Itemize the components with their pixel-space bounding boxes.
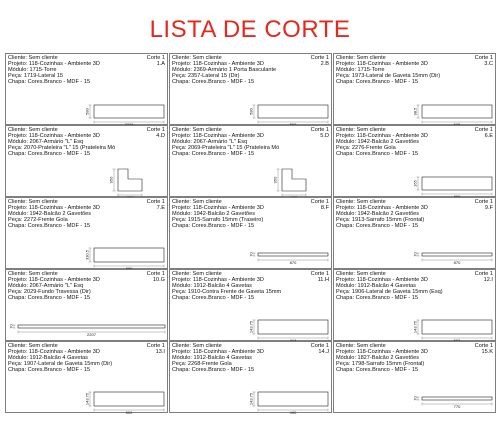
piece-code: 9.F bbox=[484, 205, 493, 211]
corte-label: Corte 1 bbox=[310, 127, 329, 133]
corte-label: Corte 1 bbox=[146, 127, 165, 133]
corte-label: Corte 1 bbox=[310, 271, 329, 277]
height-dimension-label: 950 bbox=[108, 176, 114, 184]
corte-label: Corte 1 bbox=[146, 271, 165, 277]
piece-code: 15.K bbox=[481, 349, 493, 355]
width-dimension-label: 502 bbox=[453, 338, 461, 342]
modulo-line-text: Módulo: 1715-Torre bbox=[8, 67, 57, 73]
piece-drawing bbox=[334, 270, 497, 342]
projeto-line-text: Projeto: 118-Cozinhas - Ambiente 3D bbox=[336, 61, 428, 67]
modulo-line-text: Módulo: 2067-Armário "L" Esq bbox=[172, 139, 248, 145]
piece-drawing bbox=[6, 342, 169, 414]
corte-label: Corte 1 bbox=[474, 343, 493, 349]
piece-drawing bbox=[170, 54, 333, 126]
piece-drawing bbox=[170, 342, 333, 414]
modulo-line-text: Módulo: 1912-Balcão 4 Gavetas bbox=[336, 283, 416, 289]
piece-code: 13.I bbox=[155, 349, 165, 355]
width-dimension-label: 950 bbox=[290, 195, 298, 198]
piece-drawing bbox=[6, 270, 169, 342]
height-dimension-label: 70 bbox=[412, 396, 418, 401]
width-dimension-label: 890 bbox=[125, 266, 133, 270]
height-dimension-label: 70 bbox=[8, 324, 14, 329]
piece-shape bbox=[422, 320, 492, 334]
height-dimension-label: 143.75 bbox=[248, 392, 254, 406]
page-title: LISTA DE CORTE bbox=[149, 16, 351, 43]
peca-line-text: Peça: 2070-Prateleira "L" 15 (Prateleira Mó bbox=[8, 145, 116, 151]
height-dimension-label: 143.75 bbox=[248, 320, 254, 334]
cut-piece-card bbox=[333, 269, 496, 341]
chapa-line-text: Chapa: Cores.Branco - MDF - 15 bbox=[336, 151, 419, 157]
peca-line-text: Peça: 1913-Sarrafo 15mm (Frontal) bbox=[336, 217, 425, 223]
cut-piece-card bbox=[5, 197, 168, 269]
piece-code: 5.D bbox=[320, 133, 329, 139]
chapa-line-text: Chapa: Cores.Branco - MDF - 15 bbox=[8, 295, 91, 301]
cut-piece-card bbox=[5, 125, 168, 197]
height-dimension-label: 70 bbox=[412, 252, 418, 257]
piece-drawing bbox=[334, 198, 497, 270]
projeto-line-text: Projeto: 118-Cozinhas - Ambiente 3D bbox=[336, 349, 428, 355]
width-dimension-label: 490 bbox=[289, 410, 297, 414]
modulo-line-text: Módulo: 1827-Balcão 2 Gavetões bbox=[336, 355, 420, 361]
height-dimension-label: 143.75 bbox=[412, 320, 418, 334]
height-dimension-label: 98.5 bbox=[412, 107, 418, 116]
peca-line-text: Peça: 2268-Frente Gola bbox=[172, 361, 232, 367]
piece-drawing bbox=[6, 54, 169, 126]
piece-code: 11.H bbox=[317, 277, 329, 283]
cut-piece-card bbox=[5, 53, 168, 125]
peca-line-text: Peça: 1907-Lateral de Gaveta 15mm (Dir) bbox=[8, 361, 113, 367]
projeto-line-text: Projeto: 118-Cozinhas - Ambiente 3D bbox=[172, 349, 264, 355]
cliente-line-text: Cliente: Sem cliente bbox=[8, 55, 58, 61]
height-dimension-label: 580 bbox=[84, 108, 90, 115]
width-dimension-label: 505 bbox=[453, 122, 461, 126]
piece-drawing bbox=[170, 270, 333, 342]
corte-label: Corte 1 bbox=[310, 55, 329, 61]
modulo-line-text: Módulo: 1942-Balcão 2 Gavetões bbox=[172, 211, 256, 217]
piece-code: 6.E bbox=[484, 133, 493, 139]
modulo-line-text: Módulo: 1942-Balcão 2 Gavetões bbox=[336, 211, 420, 217]
modulo-line-text: Módulo: 1912-Balcão 4 Gavetas bbox=[172, 355, 252, 361]
projeto-line-text: Projeto: 118-Cozinhas - Ambiente 3D bbox=[172, 133, 264, 139]
piece-shape bbox=[282, 169, 306, 191]
cliente-line-text: Cliente: Sem cliente bbox=[172, 271, 222, 277]
piece-code: 8.F bbox=[320, 205, 329, 211]
cliente-line-text: Cliente: Sem cliente bbox=[8, 127, 58, 133]
width-dimension-label: 550 bbox=[289, 122, 297, 126]
peca-line-text: Peça: 1910-Contra Frente de Gaveta 15mm bbox=[172, 289, 282, 295]
corte-label: Corte 1 bbox=[146, 343, 165, 349]
modulo-line-text: Módulo: 1912-Balcão 4 Gavetas bbox=[172, 283, 252, 289]
modulo-line-text: Módulo: 1942-Balcão 2 Gavetões bbox=[8, 211, 92, 217]
piece-shape bbox=[258, 320, 328, 334]
cut-piece-card bbox=[5, 269, 168, 341]
corte-label: Corte 1 bbox=[474, 55, 493, 61]
peca-line-text: Peça: 1973-Lateral de Gaveta 15mm (Dir) bbox=[336, 73, 441, 79]
cut-piece-card bbox=[333, 125, 496, 197]
modulo-line-text: Módulo: 2067-Armário "L" Esq bbox=[8, 139, 84, 145]
peca-line-text: Peça: 1798-Sarrafo 15mm (Frontal) bbox=[336, 361, 425, 367]
height-dimension-label: 70 bbox=[248, 252, 254, 257]
piece-code: 12.I bbox=[483, 277, 493, 283]
peca-line-text: Peça: 1906-Lateral de Gaveta 15mm (Esq) bbox=[336, 289, 443, 295]
corte-label: Corte 1 bbox=[474, 127, 493, 133]
cut-piece-card bbox=[169, 53, 332, 125]
piece-drawing bbox=[6, 198, 169, 270]
width-dimension-label: 870 bbox=[289, 260, 297, 265]
piece-shape bbox=[118, 169, 142, 191]
width-dimension-label: 414 bbox=[289, 338, 297, 342]
piece-code: 7.E bbox=[156, 205, 165, 211]
modulo-line-text: Módulo: 1912-Balcão 4 Gavetas bbox=[8, 355, 88, 361]
chapa-line-text: Chapa: Cores.Branco - MDF - 15 bbox=[172, 151, 255, 157]
cliente-line-text: Cliente: Sem cliente bbox=[8, 271, 58, 277]
piece-shape bbox=[422, 253, 492, 256]
chapa-line-text: Chapa: Cores.Branco - MDF - 15 bbox=[336, 79, 419, 85]
piece-code: 4.D bbox=[156, 133, 165, 139]
cliente-line-text: Cliente: Sem cliente bbox=[172, 199, 222, 205]
chapa-line-text: Chapa: Cores.Branco - MDF - 15 bbox=[172, 79, 255, 85]
chapa-line-text: Chapa: Cores.Branco - MDF - 15 bbox=[172, 367, 255, 373]
projeto-line-text: Projeto: 118-Cozinhas - Ambiente 3D bbox=[8, 277, 100, 283]
piece-shape bbox=[258, 105, 328, 118]
piece-drawing bbox=[170, 198, 333, 270]
width-dimension-label: 950 bbox=[126, 195, 134, 198]
projeto-line-text: Projeto: 118-Cozinhas - Ambiente 3D bbox=[8, 133, 100, 139]
peca-line-text: Peça: 2357-Lateral 15 (Dir) bbox=[172, 73, 240, 79]
projeto-line-text: Projeto: 118-Cozinhas - Ambiente 3D bbox=[8, 205, 100, 211]
projeto-line-text: Projeto: 118-Cozinhas - Ambiente 3D bbox=[172, 205, 264, 211]
corte-label: Corte 1 bbox=[474, 271, 493, 277]
cliente-line-text: Cliente: Sem cliente bbox=[172, 127, 222, 133]
piece-drawing bbox=[334, 54, 497, 126]
corte-label: Corte 1 bbox=[474, 199, 493, 205]
cliente-line-text: Cliente: Sem cliente bbox=[336, 271, 386, 277]
peca-line-text: Peça: 2276-Frente Gola bbox=[336, 145, 396, 151]
cliente-line-text: Cliente: Sem cliente bbox=[8, 343, 58, 349]
piece-shape bbox=[422, 105, 492, 118]
projeto-line-text: Projeto: 118-Cozinhas - Ambiente 3D bbox=[8, 61, 100, 67]
projeto-line-text: Projeto: 118-Cozinhas - Ambiente 3D bbox=[336, 205, 428, 211]
height-dimension-label: 330.5 bbox=[84, 249, 90, 261]
piece-code: 14.J bbox=[318, 349, 329, 355]
chapa-line-text: Chapa: Cores.Branco - MDF - 15 bbox=[336, 367, 419, 373]
cut-piece-card bbox=[169, 125, 332, 197]
chapa-line-text: Chapa: Cores.Branco - MDF - 15 bbox=[8, 79, 91, 85]
width-dimension-label: 502 bbox=[125, 410, 133, 414]
height-dimension-label: 580 bbox=[248, 108, 254, 115]
piece-code: 2.B bbox=[320, 61, 329, 67]
height-dimension-label: 950 bbox=[272, 176, 278, 184]
corte-label: Corte 1 bbox=[146, 199, 165, 205]
piece-shape bbox=[94, 392, 164, 406]
piece-shape bbox=[94, 105, 164, 118]
cliente-line-text: Cliente: Sem cliente bbox=[336, 199, 386, 205]
cut-piece-card bbox=[333, 197, 496, 269]
piece-shape bbox=[422, 397, 492, 400]
cut-piece-card bbox=[5, 341, 168, 413]
modulo-line-text: Módulo: 1942-Balcão 2 Gavetões bbox=[336, 139, 420, 145]
chapa-line-text: Chapa: Cores.Branco - MDF - 15 bbox=[336, 295, 419, 301]
cut-piece-card bbox=[333, 53, 496, 125]
height-dimension-label: 165 bbox=[412, 180, 418, 187]
cliente-line-text: Cliente: Sem cliente bbox=[336, 127, 386, 133]
piece-code: 1.A bbox=[156, 61, 165, 67]
projeto-line-text: Projeto: 118-Cozinhas - Ambiente 3D bbox=[172, 61, 264, 67]
projeto-line-text: Projeto: 118-Cozinhas - Ambiente 3D bbox=[8, 349, 100, 355]
piece-shape bbox=[422, 177, 492, 190]
height-dimension-label: 143.75 bbox=[84, 392, 90, 406]
width-dimension-label: 770 bbox=[453, 404, 461, 409]
cliente-line-text: Cliente: Sem cliente bbox=[172, 343, 222, 349]
width-dimension-label: 2207 bbox=[87, 332, 96, 337]
chapa-line-text: Chapa: Cores.Branco - MDF - 15 bbox=[8, 151, 91, 157]
cliente-line-text: Cliente: Sem cliente bbox=[336, 343, 386, 349]
piece-shape bbox=[94, 248, 164, 262]
cut-piece-card bbox=[333, 341, 496, 413]
peca-line-text: Peça: 1915-Sarrafo 15mm (Traseiro) bbox=[172, 217, 264, 223]
piece-drawing bbox=[334, 126, 497, 198]
peca-line-text: Peça: 2069-Prateleira "L" 15 (Prateleira Mó bbox=[172, 145, 280, 151]
cut-piece-card bbox=[169, 197, 332, 269]
piece-drawing bbox=[170, 126, 333, 198]
projeto-line-text: Projeto: 118-Cozinhas - Ambiente 3D bbox=[336, 133, 428, 139]
piece-code: 10.G bbox=[152, 277, 165, 283]
width-dimension-label: 2226 bbox=[124, 122, 134, 126]
chapa-line-text: Chapa: Cores.Branco - MDF - 15 bbox=[172, 223, 255, 229]
width-dimension-label: 860 bbox=[453, 194, 461, 198]
width-dimension-label: 870 bbox=[453, 260, 461, 265]
piece-code: 3.C bbox=[484, 61, 493, 67]
chapa-line-text: Chapa: Cores.Branco - MDF - 15 bbox=[172, 295, 255, 301]
cliente-line-text: Cliente: Sem cliente bbox=[8, 199, 58, 205]
corte-label: Corte 1 bbox=[310, 343, 329, 349]
peca-line-text: Peça: 2272-Frente Gola bbox=[8, 217, 68, 223]
chapa-line-text: Chapa: Cores.Branco - MDF - 15 bbox=[336, 223, 419, 229]
chapa-line-text: Chapa: Cores.Branco - MDF - 15 bbox=[8, 223, 91, 229]
peca-line-text: Peça: 1719-Lateral 15 bbox=[8, 73, 64, 79]
piece-shape bbox=[258, 392, 328, 406]
cut-piece-card bbox=[169, 341, 332, 413]
piece-shape bbox=[18, 325, 165, 328]
piece-drawing bbox=[6, 126, 169, 198]
modulo-line-text: Módulo: 2067-Armário "L" Esq bbox=[8, 283, 84, 289]
modulo-line-text: Módulo: 2369-Armário 1 Porta Basculante bbox=[172, 67, 277, 73]
projeto-line-text: Projeto: 118-Cozinhas - Ambiente 3D bbox=[336, 277, 428, 283]
projeto-line-text: Projeto: 118-Cozinhas - Ambiente 3D bbox=[172, 277, 264, 283]
piece-drawing bbox=[334, 342, 497, 414]
cliente-line-text: Cliente: Sem cliente bbox=[336, 55, 386, 61]
corte-label: Corte 1 bbox=[310, 199, 329, 205]
peca-line-text: Peça: 2029-Fundo Travessa (Dir) bbox=[8, 289, 91, 295]
cliente-line-text: Cliente: Sem cliente bbox=[172, 55, 222, 61]
chapa-line-text: Chapa: Cores.Branco - MDF - 15 bbox=[8, 367, 91, 373]
cut-piece-card bbox=[169, 269, 332, 341]
modulo-line-text: Módulo: 1715-Torre bbox=[336, 67, 385, 73]
piece-shape bbox=[258, 253, 328, 256]
corte-label: Corte 1 bbox=[146, 55, 165, 61]
